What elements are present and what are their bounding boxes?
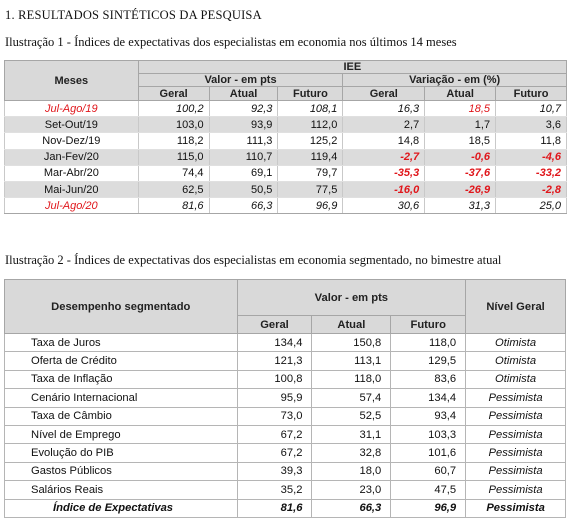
row-value-geral: 62,5 [138,181,209,197]
col-variation-geral: Geral [343,87,425,101]
header-level: Nível Geral [466,280,566,334]
segmented-expectations-table [4,279,566,518]
table-row [5,481,566,499]
row-month: Jul-Ago/19 [5,101,139,117]
row-value-atual: 69,1 [209,165,278,181]
col-value-geral: Geral [138,87,209,101]
row-value-atual: 110,7 [209,149,278,165]
row-futuro: 101,6 [391,444,466,462]
row-level: Pessimista [466,407,566,425]
row-month: Set-Out/19 [5,117,139,133]
row-value-geral: 115,0 [138,149,209,165]
header-months: Meses [5,61,139,101]
table-row [5,370,566,388]
row-variation-geral: 30,6 [343,198,425,214]
row-variation-geral: -16,0 [343,181,425,197]
row-value-futuro: 77,5 [278,181,343,197]
row-futuro: 129,5 [391,352,466,370]
total-level: Pessimista [466,499,566,517]
row-label: Taxa de Câmbio [5,407,238,425]
col-futuro: Futuro [391,316,466,334]
figure-caption-2: Ilustração 2 - Índices de expectativas dos especialistas em economia segmentado, no bimestre atual [5,253,502,267]
row-geral: 95,9 [237,389,312,407]
row-geral: 134,4 [237,334,312,352]
row-level: Pessimista [466,462,566,480]
row-variation-futuro: -4,6 [496,149,567,165]
iee-history-table [4,60,567,214]
table-row [5,352,566,370]
row-variation-futuro: 3,6 [496,117,567,133]
row-atual: 118,0 [312,370,391,388]
row-month: Mai-Jun/20 [5,181,139,197]
row-variation-atual: 31,3 [425,198,496,214]
row-variation-futuro: 10,7 [496,101,567,117]
row-level: Otimista [466,370,566,388]
table-row [5,444,566,462]
row-label: Taxa de Inflação [5,370,238,388]
row-label: Cenário Internacional [5,389,238,407]
col-value-atual: Atual [209,87,278,101]
row-variation-futuro: 11,8 [496,133,567,149]
row-geral: 35,2 [237,481,312,499]
row-geral: 121,3 [237,352,312,370]
row-variation-futuro: 25,0 [496,198,567,214]
header-value-group: Valor - em pts [138,74,343,87]
table-row [5,117,567,133]
row-geral: 73,0 [237,407,312,425]
row-value-futuro: 119,4 [278,149,343,165]
header-value-group: Valor - em pts [237,280,466,316]
row-value-futuro: 112,0 [278,117,343,133]
row-value-atual: 93,9 [209,117,278,133]
table-row [5,462,566,480]
row-level: Pessimista [466,389,566,407]
row-month: Mar-Abr/20 [5,165,139,181]
row-label: Nível de Emprego [5,425,238,443]
total-label: Índice de Expectativas [5,499,238,517]
row-value-atual: 50,5 [209,181,278,197]
row-level: Otimista [466,352,566,370]
row-value-geral: 103,0 [138,117,209,133]
row-variation-geral: -35,3 [343,165,425,181]
col-atual: Atual [312,316,391,334]
row-futuro: 47,5 [391,481,466,499]
row-value-geral: 100,2 [138,101,209,117]
row-geral: 67,2 [237,444,312,462]
row-atual: 57,4 [312,389,391,407]
row-variation-atual: 18,5 [425,133,496,149]
table-row [5,101,567,117]
header-segment: Desempenho segmentado [5,280,238,334]
row-atual: 32,8 [312,444,391,462]
table-row [5,389,566,407]
col-geral: Geral [237,316,312,334]
col-value-futuro: Futuro [278,87,343,101]
row-value-geral: 74,4 [138,165,209,181]
row-futuro: 134,4 [391,389,466,407]
row-futuro: 60,7 [391,462,466,480]
row-atual: 18,0 [312,462,391,480]
row-atual: 23,0 [312,481,391,499]
row-futuro: 118,0 [391,334,466,352]
row-label: Oferta de Crédito [5,352,238,370]
section-heading: 1. RESULTADOS SINTÉTICOS DA PESQUISA [5,8,262,22]
row-level: Otimista [466,334,566,352]
row-label: Gastos Públicos [5,462,238,480]
total-geral: 81,6 [237,499,312,517]
row-level: Pessimista [466,425,566,443]
table-row [5,181,567,197]
row-level: Pessimista [466,444,566,462]
table-row [5,407,566,425]
table-row [5,198,567,214]
row-variation-atual: 18,5 [425,101,496,117]
row-value-atual: 66,3 [209,198,278,214]
row-value-futuro: 125,2 [278,133,343,149]
total-futuro: 96,9 [391,499,466,517]
row-value-futuro: 96,9 [278,198,343,214]
row-atual: 150,8 [312,334,391,352]
row-value-futuro: 108,1 [278,101,343,117]
row-label: Evolução do PIB [5,444,238,462]
table-row [5,425,566,443]
figure-caption-1: Ilustração 1 - Índices de expectativas dos especialistas em economia nos últimos 14 meses [5,35,457,49]
table-row [5,165,567,181]
row-value-atual: 111,3 [209,133,278,149]
row-atual: 31,1 [312,425,391,443]
header-variation-group: Variação - em (%) [343,74,567,87]
table-row [5,334,566,352]
table-row [5,149,567,165]
row-variation-geral: 14,8 [343,133,425,149]
row-label: Taxa de Juros [5,334,238,352]
row-variation-geral: 16,3 [343,101,425,117]
total-atual: 66,3 [312,499,391,517]
row-value-futuro: 79,7 [278,165,343,181]
row-variation-atual: -26,9 [425,181,496,197]
row-futuro: 93,4 [391,407,466,425]
row-variation-futuro: -2,8 [496,181,567,197]
table-row [5,133,567,149]
total-row [5,499,566,517]
row-variation-geral: 2,7 [343,117,425,133]
row-value-geral: 118,2 [138,133,209,149]
row-value-geral: 81,6 [138,198,209,214]
row-variation-atual: -0,6 [425,149,496,165]
row-value-atual: 92,3 [209,101,278,117]
row-level: Pessimista [466,481,566,499]
col-variation-atual: Atual [425,87,496,101]
header-iee: IEE [138,61,566,74]
row-month: Jul-Ago/20 [5,198,139,214]
row-variation-atual: -37,6 [425,165,496,181]
row-geral: 100,8 [237,370,312,388]
row-geral: 67,2 [237,425,312,443]
row-month: Nov-Dez/19 [5,133,139,149]
row-futuro: 83,6 [391,370,466,388]
row-variation-geral: -2,7 [343,149,425,165]
row-label: Salários Reais [5,481,238,499]
col-variation-futuro: Futuro [496,87,567,101]
row-futuro: 103,3 [391,425,466,443]
row-variation-futuro: -33,2 [496,165,567,181]
row-variation-atual: 1,7 [425,117,496,133]
row-geral: 39,3 [237,462,312,480]
row-month: Jan-Fev/20 [5,149,139,165]
row-atual: 52,5 [312,407,391,425]
row-atual: 113,1 [312,352,391,370]
